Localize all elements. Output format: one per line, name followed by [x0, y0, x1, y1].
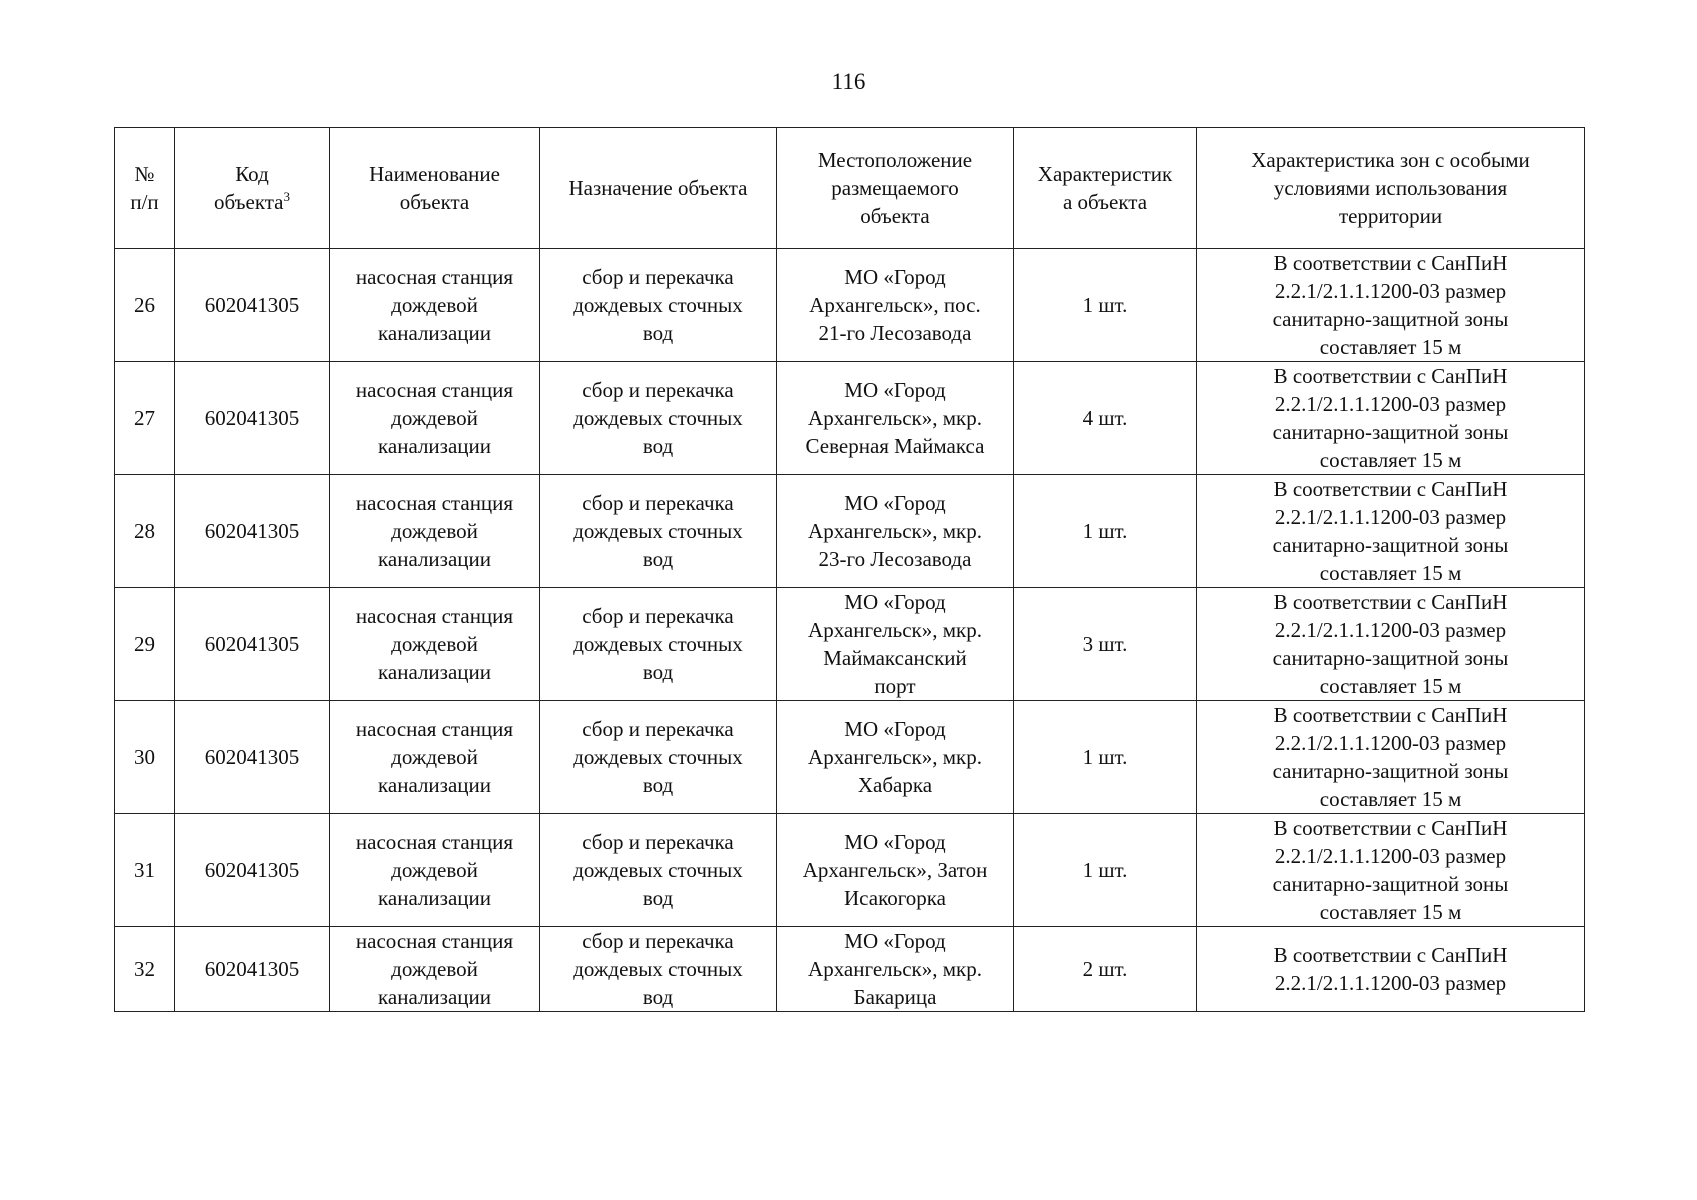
cell-zone: В соответствии с СанПиН 2.2.1/2.1.1.1200-03 размер санитарно-защитной зоны составляет 15 м — [1197, 475, 1585, 588]
table-row — [115, 475, 1585, 588]
cell-location: МО «Город Архангельск», мкр. 23-го Лесозавода — [777, 475, 1014, 588]
cell-zone: В соответствии с СанПиН 2.2.1/2.1.1.1200-03 размер санитарно-защитной зоны составляет 15 м — [1197, 701, 1585, 814]
cell-purpose: сбор и перекачка дождевых сточных вод — [540, 588, 777, 701]
cell-name: насосная станция дождевой канализации — [330, 249, 540, 362]
cell-zone: В соответствии с СанПиН 2.2.1/2.1.1.1200-03 размер санитарно-защитной зоны составляет 15 м — [1197, 814, 1585, 927]
objects-table — [114, 127, 1585, 1012]
cell-code: 602041305 — [175, 362, 330, 475]
cell-purpose: сбор и перекачка дождевых сточных вод — [540, 475, 777, 588]
cell-location: МО «Город Архангельск», пос. 21-го Лесозавода — [777, 249, 1014, 362]
cell-location: МО «Город Архангельск», мкр. Северная Маймакса — [777, 362, 1014, 475]
cell-number: 31 — [115, 814, 175, 927]
table-row — [115, 927, 1585, 1012]
cell-number: 29 — [115, 588, 175, 701]
header-location: Местоположение размещаемого объекта — [777, 128, 1014, 249]
cell-purpose: сбор и перекачка дождевых сточных вод — [540, 701, 777, 814]
cell-code: 602041305 — [175, 927, 330, 1012]
cell-characteristic: 1 шт. — [1014, 701, 1197, 814]
cell-code: 602041305 — [175, 701, 330, 814]
cell-purpose: сбор и перекачка дождевых сточных вод — [540, 927, 777, 1012]
cell-characteristic: 4 шт. — [1014, 362, 1197, 475]
cell-number: 27 — [115, 362, 175, 475]
cell-name: насосная станция дождевой канализации — [330, 814, 540, 927]
table-header-row — [115, 128, 1585, 249]
table-row — [115, 701, 1585, 814]
cell-purpose: сбор и перекачка дождевых сточных вод — [540, 362, 777, 475]
cell-code: 602041305 — [175, 588, 330, 701]
cell-zone: В соответствии с СанПиН 2.2.1/2.1.1.1200-03 размер санитарно-защитной зоны составляет 15 м — [1197, 362, 1585, 475]
cell-number: 26 — [115, 249, 175, 362]
header-name: Наименование объекта — [330, 128, 540, 249]
table-row — [115, 249, 1585, 362]
header-number: № п/п — [115, 128, 175, 249]
cell-purpose: сбор и перекачка дождевых сточных вод — [540, 814, 777, 927]
cell-location: МО «Город Архангельск», мкр. Маймаксанский порт — [777, 588, 1014, 701]
cell-characteristic: 1 шт. — [1014, 814, 1197, 927]
header-code: Код объекта$^3$ — [175, 128, 330, 249]
header-zone: Характеристика зон с особыми условиями использования территории — [1197, 128, 1585, 249]
cell-location: МО «Город Архангельск», мкр. Хабарка — [777, 701, 1014, 814]
cell-name: насосная станция дождевой канализации — [330, 588, 540, 701]
cell-location: МО «Город Архангельск», Затон Исакогорка — [777, 814, 1014, 927]
table-row — [115, 362, 1585, 475]
cell-location: МО «Город Архангельск», мкр. Бакарица — [777, 927, 1014, 1012]
cell-zone: В соответствии с СанПиН 2.2.1/2.1.1.1200-03 размер санитарно-защитной зоны составляет 15 м — [1197, 249, 1585, 362]
cell-zone: В соответствии с СанПиН 2.2.1/2.1.1.1200-03 размер — [1197, 927, 1585, 1012]
cell-code: 602041305 — [175, 814, 330, 927]
header-characteristic: Характеристик а объекта — [1014, 128, 1197, 249]
cell-code: 602041305 — [175, 249, 330, 362]
cell-purpose: сбор и перекачка дождевых сточных вод — [540, 249, 777, 362]
cell-number: 28 — [115, 475, 175, 588]
cell-characteristic: 1 шт. — [1014, 475, 1197, 588]
cell-name: насосная станция дождевой канализации — [330, 475, 540, 588]
cell-name: насосная станция дождевой канализации — [330, 701, 540, 814]
table-row — [115, 588, 1585, 701]
cell-characteristic: 3 шт. — [1014, 588, 1197, 701]
cell-number: 32 — [115, 927, 175, 1012]
footnote-mark: 3 — [283, 189, 291, 204]
cell-code: 602041305 — [175, 475, 330, 588]
cell-number: 30 — [115, 701, 175, 814]
cell-zone: В соответствии с СанПиН 2.2.1/2.1.1.1200-03 размер санитарно-защитной зоны составляет 15 м — [1197, 588, 1585, 701]
cell-characteristic: 2 шт. — [1014, 927, 1197, 1012]
header-purpose: Назначение объекта — [540, 128, 777, 249]
cell-name: насосная станция дождевой канализации — [330, 362, 540, 475]
page-number: 116 — [831, 69, 866, 94]
cell-name: насосная станция дождевой канализации — [330, 927, 540, 1012]
cell-characteristic: 1 шт. — [1014, 249, 1197, 362]
table-row — [115, 814, 1585, 927]
